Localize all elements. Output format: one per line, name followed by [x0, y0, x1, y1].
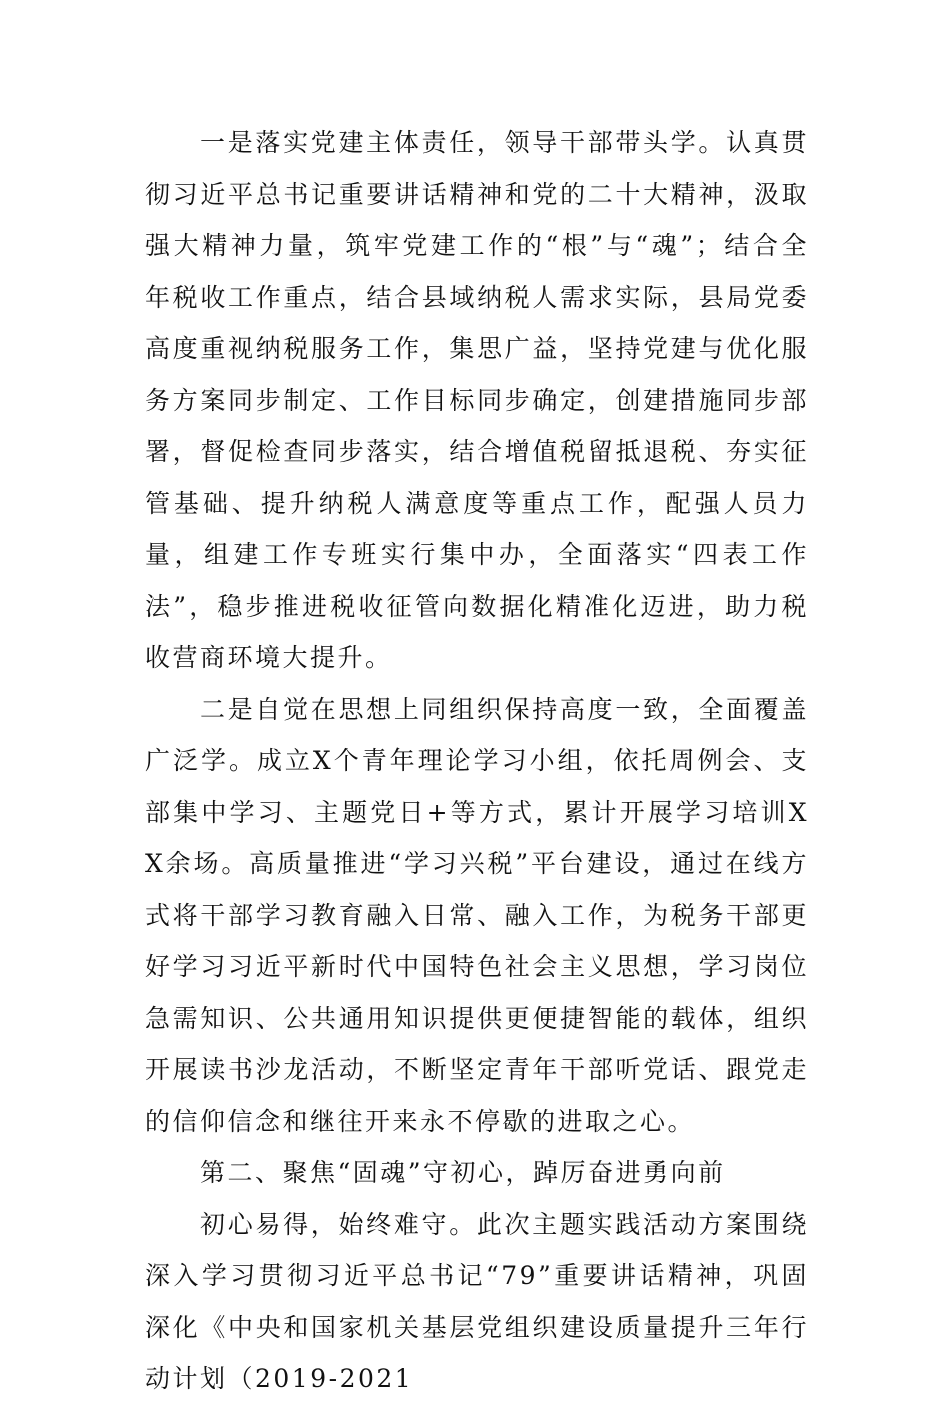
- paragraph-party-responsibility: 一是落实党建主体责任，领导干部带头学。认真贯彻习近平总书记重要讲话精神和党的二十大精神，汲取强大精神力量，筑牢党建工作的“根”与“魂”；结合全年税收工作重点，结合县域纳税人需求实际，县局党委高度重视纳税服务工作，集思广益，坚持党建与优化服务方案同步制定、工作目标同步确定，创建措施同步部署，督促检查同步落实，结合增值税留抵退税、夯实征管基础、提升纳税人满意度等重点工作，配强人员力量，组建工作专班实行集中办，全面落实“四表工作法”，稳步推进税收征管向数据化精准化迈进，助力税收营商环境大提升。: [145, 128, 809, 672]
- section-heading-second: 第二、聚焦“固魂”守初心，踔厉奋进勇向前: [200, 1158, 726, 1187]
- document-body: [145, 117, 809, 1405]
- paragraph-study-coverage: 二是自觉在思想上同组织保持高度一致，全面覆盖广泛学。成立X个青年理论学习小组，依托周例会、支部集中学习、主题党日+等方式，累计开展学习培训XX余场。高质量推进“学习兴税”平台建设，通过在线方式将干部学习教育融入日常、融入工作，为税务干部更好学习习近平新时代中国特色社会主义思想，学习岗位急需知识、公共通用知识提供更便捷智能的载体，组织开展读书沙龙活动，不断坚定青年干部听党话、跟党走的信仰信念和继往开来永不停歇的进取之心。: [145, 694, 809, 1136]
- paragraph-original-intention: 初心易得，始终难守。此次主题实践活动方案围绕深入学习贯彻习近平总书记“79”重要讲话精神，巩固深化《中央和国家机关基层党组织建设质量提升三年行动计划（2019-2021: [145, 1209, 809, 1393]
